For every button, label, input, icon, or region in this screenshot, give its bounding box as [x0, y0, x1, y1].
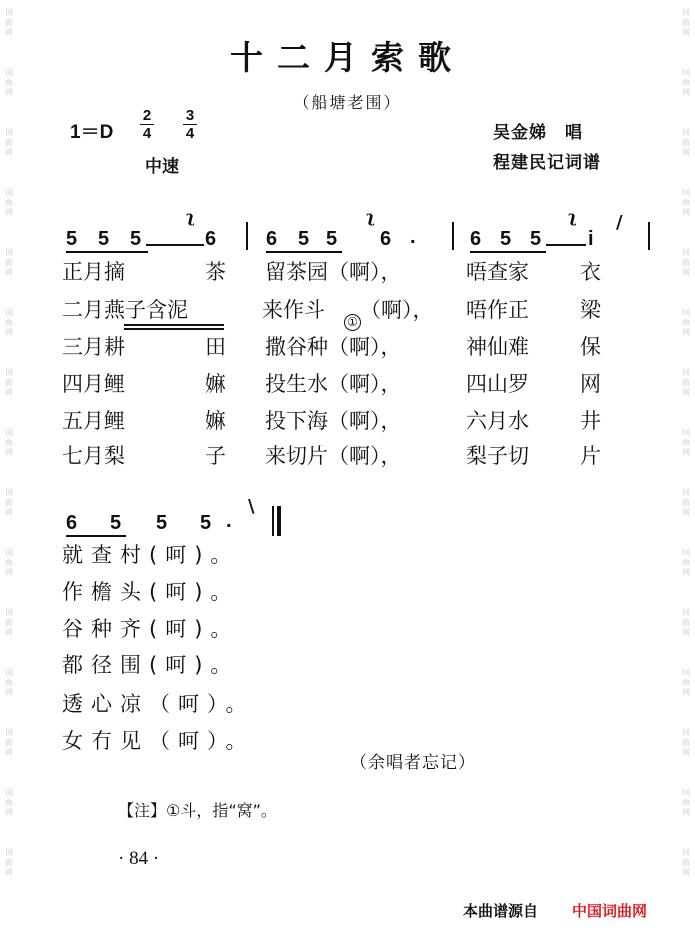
watermark-group: [5, 128, 13, 158]
watermark-char: 词: [682, 668, 690, 677]
watermark-char: 词: [5, 308, 13, 317]
watermark-char: 网: [5, 88, 13, 97]
watermark-char: 词: [682, 428, 690, 437]
watermark-char: 曲: [682, 738, 690, 747]
final-bar-line-thin: [272, 506, 274, 536]
watermark-group: [682, 488, 690, 518]
watermark-group: [682, 788, 690, 818]
lyric-line: 唔作正: [466, 298, 529, 322]
note: 5: [110, 512, 122, 534]
note: 6: [380, 228, 392, 250]
watermark-group: [5, 428, 13, 458]
lyric-line: 作檐头(呵)。: [62, 580, 240, 604]
watermark-char: 词: [682, 848, 690, 857]
note: 5: [298, 228, 310, 250]
watermark-char: 网: [5, 508, 13, 517]
time-signature-2-4: 2 4: [140, 108, 154, 141]
watermark-group: [5, 368, 13, 398]
watermark-char: 网: [5, 748, 13, 757]
watermark-char: 网: [682, 268, 690, 277]
lyric-line: 保: [580, 335, 601, 359]
lyric-line: 就查村(呵)。: [62, 543, 240, 567]
tempo-marking: 中速: [145, 157, 179, 177]
lyric-line: 唔查家: [466, 260, 529, 284]
grace-note-mark: ʅ: [186, 207, 195, 226]
watermark-char: 曲: [5, 138, 13, 147]
bar-line: [648, 222, 650, 250]
dot-extension: .: [410, 226, 416, 248]
beam-underline: [66, 251, 148, 253]
melisma-underline: [124, 328, 224, 330]
beam-underline: [266, 251, 342, 253]
watermark-char: 网: [682, 28, 690, 37]
right-watermark-strip: [679, 0, 693, 948]
page-number: · 84 ·: [118, 848, 160, 869]
watermark-char: 网: [682, 808, 690, 817]
watermark-char: 网: [682, 388, 690, 397]
watermark-char: 曲: [5, 618, 13, 627]
watermark-group: [5, 188, 13, 218]
watermark-char: 曲: [682, 378, 690, 387]
watermark-group: [5, 488, 13, 518]
watermark-char: 词: [682, 608, 690, 617]
watermark-char: 曲: [5, 78, 13, 87]
grace-note-mark: ʅ: [366, 207, 375, 226]
watermark-char: 曲: [5, 558, 13, 567]
note: 6: [66, 512, 78, 534]
watermark-char: 曲: [682, 198, 690, 207]
watermark-group: [682, 728, 690, 758]
watermark-group: [5, 248, 13, 278]
note: 6: [470, 228, 482, 250]
note: 6: [205, 228, 217, 250]
lyric-line: 子: [205, 444, 226, 468]
key-signature: 1＝D: [70, 122, 114, 143]
watermark-char: 网: [682, 508, 690, 517]
recorder-credit: 程建民记词谱: [493, 153, 601, 173]
watermark-char: 曲: [5, 498, 13, 507]
watermark-group: [682, 428, 690, 458]
time-signature-3-4: 3 4: [183, 108, 197, 141]
watermark-group: [682, 548, 690, 578]
watermark-char: 曲: [5, 378, 13, 387]
lyric-line: 留茶园（啊），: [265, 260, 402, 284]
watermark-char: 网: [682, 88, 690, 97]
lyric-line: 来切片（啊），: [265, 444, 402, 468]
source-brand-link[interactable]: 中国词曲网: [572, 902, 648, 920]
watermark-char: 曲: [682, 678, 690, 687]
watermark-char: 网: [682, 328, 690, 337]
watermark-char: 网: [5, 568, 13, 577]
note: 5: [200, 512, 212, 534]
watermark-char: 网: [682, 688, 690, 697]
lyric-line: 四月鲤: [62, 372, 125, 396]
watermark-char: 词: [682, 548, 690, 557]
lyric-line: 投下海（啊），: [265, 409, 402, 433]
lyric-line: 衣: [580, 260, 601, 284]
lyric-line: 撒谷种（啊），: [265, 335, 402, 359]
lyric-line: 茶: [205, 260, 226, 284]
watermark-char: 词: [682, 368, 690, 377]
bar-line: [246, 222, 248, 250]
note: 6: [266, 228, 278, 250]
slide-mark: \: [248, 496, 255, 517]
watermark-char: 网: [5, 868, 13, 877]
lyric-line: 网: [580, 372, 601, 396]
watermark-char: 词: [5, 68, 13, 77]
watermark-char: 曲: [5, 318, 13, 327]
watermark-char: 词: [5, 848, 13, 857]
watermark-char: 词: [682, 188, 690, 197]
lyric-line: 投生水（啊），: [265, 372, 402, 396]
watermark-group: [5, 668, 13, 698]
watermark-char: 词: [5, 788, 13, 797]
lyric-line: 井: [580, 409, 601, 433]
watermark-char: 曲: [682, 618, 690, 627]
watermark-group: [5, 728, 13, 758]
watermark-char: 曲: [682, 78, 690, 87]
watermark-char: 曲: [5, 18, 13, 27]
lyric-line: 都径围(呵)。: [62, 653, 240, 677]
lyric-line: 片: [580, 444, 601, 468]
lyric-line: 二月燕子含泥: [62, 298, 188, 322]
lyric-line: 谷种齐(呵)。: [62, 617, 240, 641]
watermark-char: 曲: [682, 858, 690, 867]
watermark-char: 网: [682, 208, 690, 217]
watermark-group: [5, 308, 13, 338]
lyric-line: 嫲: [205, 372, 226, 396]
watermark-char: 曲: [682, 798, 690, 807]
dot-extension: .: [226, 510, 232, 532]
watermark-group: [682, 368, 690, 398]
note: 5: [98, 228, 110, 250]
watermark-group: [5, 848, 13, 878]
lyric-line: 七月梨: [62, 444, 125, 468]
watermark-char: 词: [682, 488, 690, 497]
watermark-char: 曲: [682, 258, 690, 267]
watermark-char: 曲: [5, 798, 13, 807]
watermark-char: 曲: [682, 138, 690, 147]
watermark-char: 词: [5, 668, 13, 677]
song-subtitle: （船塘老围）: [293, 93, 402, 112]
watermark-char: 曲: [682, 558, 690, 567]
remark-note: （余唱者忘记）: [350, 753, 476, 773]
watermark-char: 曲: [5, 258, 13, 267]
watermark-char: 网: [5, 808, 13, 817]
note: 5: [130, 228, 142, 250]
watermark-group: [5, 608, 13, 638]
watermark-group: [682, 248, 690, 278]
watermark-char: 曲: [682, 498, 690, 507]
watermark-group: [682, 308, 690, 338]
watermark-char: 网: [5, 208, 13, 217]
footnote-marker: ①: [344, 314, 361, 331]
beam-underline: [470, 251, 546, 253]
watermark-char: 词: [682, 308, 690, 317]
watermark-group: [5, 788, 13, 818]
lyric-line: 嫲: [205, 409, 226, 433]
lyric-line: 女冇见（呵）。: [62, 729, 255, 753]
watermark-char: 词: [5, 8, 13, 17]
watermark-char: 词: [682, 8, 690, 17]
watermark-char: 曲: [5, 678, 13, 687]
watermark-char: 网: [5, 448, 13, 457]
watermark-char: 词: [682, 788, 690, 797]
lyric-line: 神仙难: [466, 335, 529, 359]
footnote: 【注】①斗，指“窝”。: [118, 801, 277, 820]
watermark-char: 词: [5, 128, 13, 137]
watermark-char: 词: [682, 128, 690, 137]
beam-underline: [66, 535, 126, 537]
watermark-char: 词: [682, 728, 690, 737]
watermark-group: [682, 848, 690, 878]
watermark-group: [5, 548, 13, 578]
grace-note-mark: ʅ: [568, 207, 577, 226]
lyric-line: 梨子切: [466, 444, 529, 468]
lyric-line: （啊），: [360, 298, 434, 322]
watermark-group: [682, 608, 690, 638]
note: 5: [156, 512, 168, 534]
watermark-char: 网: [5, 268, 13, 277]
watermark-char: 词: [682, 248, 690, 257]
singer-credit: 吴金娣 唱: [493, 123, 583, 143]
watermark-char: 网: [5, 628, 13, 637]
bar-line: [452, 222, 454, 250]
source-label: 本曲谱源自: [463, 902, 539, 920]
dash-line: [146, 244, 204, 246]
watermark-group: [682, 188, 690, 218]
watermark-char: 词: [5, 188, 13, 197]
lyric-line: 三月耕: [62, 335, 125, 359]
watermark-char: 网: [682, 628, 690, 637]
watermark-char: 曲: [682, 318, 690, 327]
watermark-char: 词: [5, 548, 13, 557]
watermark-char: 词: [5, 488, 13, 497]
watermark-char: 网: [682, 868, 690, 877]
lyric-line: 来作斗: [262, 298, 325, 322]
watermark-char: 曲: [5, 858, 13, 867]
lyric-line: 透心凉（呵）。: [62, 692, 255, 716]
final-bar-line-thick: [277, 506, 281, 536]
watermark-char: 曲: [5, 198, 13, 207]
melisma-underline: [124, 324, 224, 326]
watermark-char: 词: [5, 248, 13, 257]
watermark-group: [682, 668, 690, 698]
watermark-char: 词: [5, 728, 13, 737]
note: 5: [326, 228, 338, 250]
lyric-line: 田: [205, 335, 226, 359]
note: 5: [530, 228, 542, 250]
lyric-line: 梁: [580, 298, 601, 322]
note-high-1: i: [588, 228, 594, 250]
watermark-char: 曲: [682, 438, 690, 447]
note: 5: [66, 228, 78, 250]
slide-mark: /: [616, 212, 623, 233]
left-watermark-strip: [2, 0, 16, 948]
note: 5: [500, 228, 512, 250]
watermark-char: 网: [5, 328, 13, 337]
watermark-char: 曲: [5, 738, 13, 747]
watermark-char: 网: [682, 748, 690, 757]
lyric-line: 六月水: [466, 409, 529, 433]
watermark-char: 词: [682, 68, 690, 77]
watermark-group: [682, 128, 690, 158]
lyric-line: 四山罗: [466, 372, 529, 396]
watermark-char: 词: [5, 428, 13, 437]
watermark-char: 词: [5, 608, 13, 617]
watermark-char: 网: [682, 568, 690, 577]
watermark-char: 网: [682, 448, 690, 457]
watermark-char: 词: [5, 368, 13, 377]
watermark-char: 网: [5, 28, 13, 37]
watermark-char: 曲: [682, 18, 690, 27]
watermark-char: 网: [682, 148, 690, 157]
dash-line: [546, 244, 586, 246]
lyric-line: 正月摘: [62, 260, 125, 284]
watermark-char: 网: [5, 148, 13, 157]
watermark-char: 曲: [5, 438, 13, 447]
watermark-char: 网: [5, 388, 13, 397]
watermark-char: 网: [5, 688, 13, 697]
lyric-line: 五月鲤: [62, 409, 125, 433]
song-title: 十二月索歌: [230, 38, 465, 77]
